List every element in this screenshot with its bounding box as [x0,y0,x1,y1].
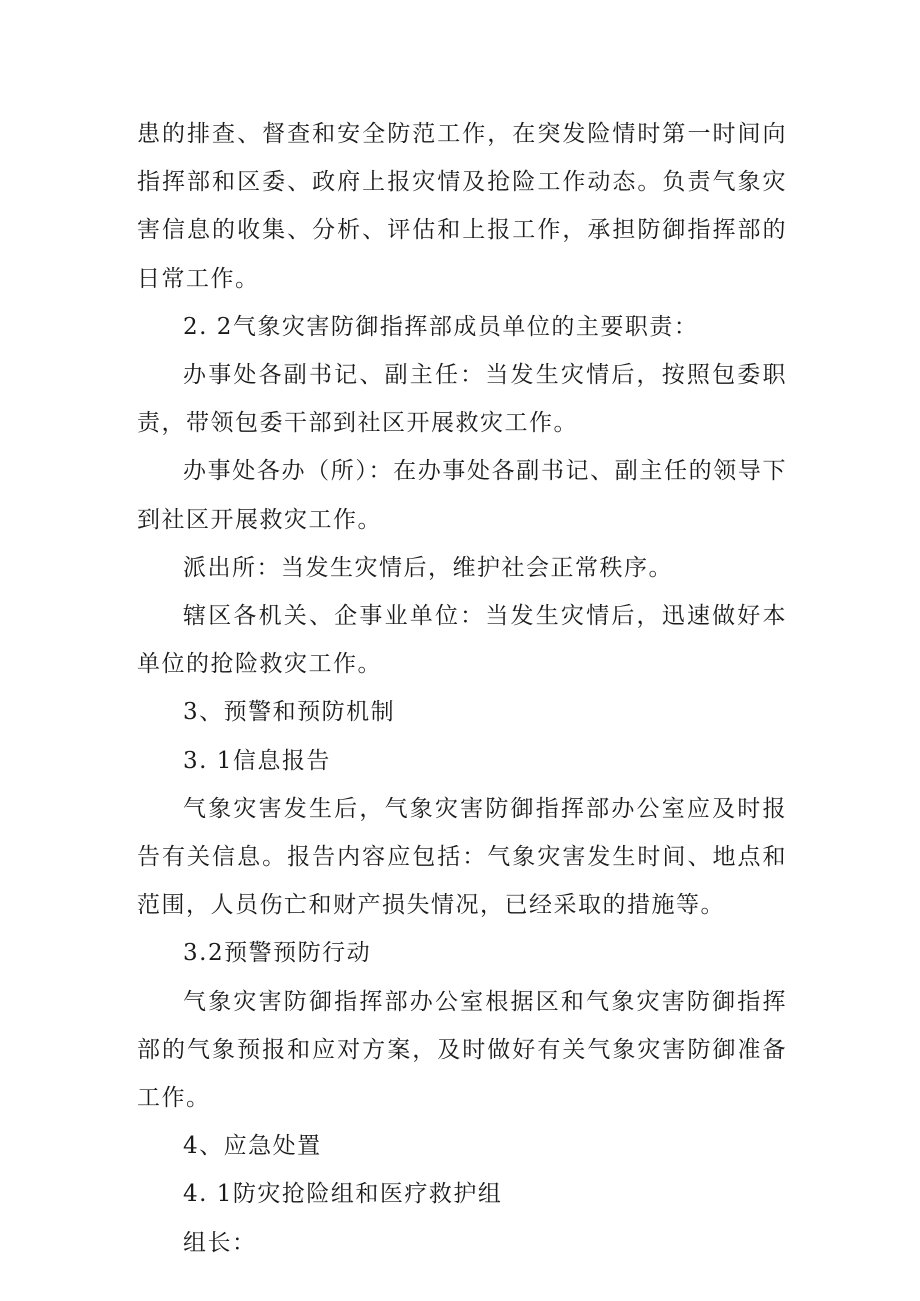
document-page [137,110,787,1267]
paragraph-team-leader: 组长： [183,1229,257,1256]
section-heading-3: 3、预警和预防机制 [183,699,396,726]
paragraph-warning-action: 气象灾害防御指挥部办公室根据区和气象灾害防御指挥部的气象预报和应对方案，及时做好有关气象灾害防御准备工作。 [137,988,787,1112]
paragraph-unit-duties: 辖区各机关、企事业单位：当发生灾情后，迅速做好本单位的抢险救灾工作。 [137,603,787,678]
paragraph-deputy-duties: 办事处各副书记、副主任：当发生灾情后，按照包委职责，带领包委干部到社区开展救灾工作。 [137,362,787,437]
paragraph-info-report: 气象灾害发生后，气象灾害防御指挥部办公室应及时报告有关信息。报告内容应包括：气象灾害发生时间、地点和范围，人员伤亡和财产损失情况，已经采取的措施等。 [137,795,787,919]
section-heading-2-2: 2. 2气象灾害防御指挥部成员单位的主要职责： [183,313,699,340]
section-heading-3-1: 3. 1信息报告 [183,747,331,774]
section-heading-4: 4、应急处置 [183,1133,322,1160]
paragraph-continuation: 患的排查、督查和安全防范工作，在突发险情时第一时间向指挥部和区委、政府上报灾情及抢险工作动态。负责气象灾害信息的收集、分析、评估和上报工作，承担防御指挥部的日常工作。 [137,121,787,292]
section-heading-4-1: 4. 1防灾抢险组和医疗救护组 [183,1181,503,1208]
paragraph-police-duties: 派出所：当发生灾情后，维护社会正常秩序。 [183,554,673,581]
paragraph-office-duties: 办事处各办（所）：在办事处各副书记、副主任的领导下到社区开展救灾工作。 [137,458,787,533]
section-heading-3-2: 3.2预警预防行动 [183,940,372,967]
